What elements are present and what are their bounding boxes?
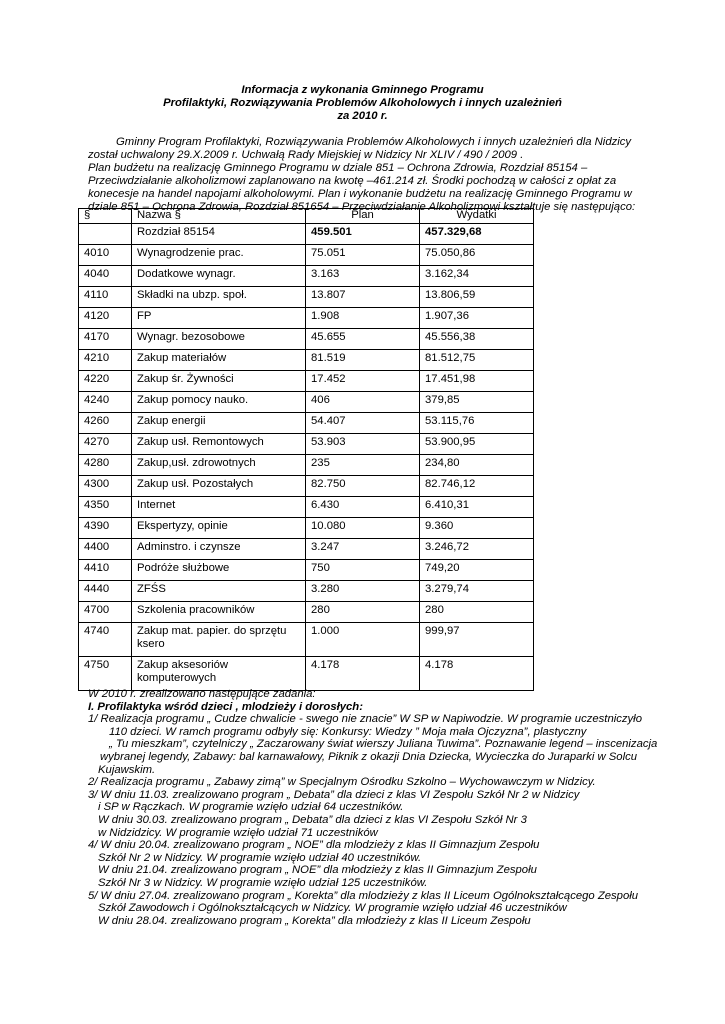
task-line: W dniu 21.04. zrealizowano program „ NOE” dla młodzieży z klas II Gimnazjum Zespołu xyxy=(98,864,537,877)
intro-line: Przeciwdziałanie alkoholizmowi zaplanowano na kwotę –461.214 zł. Środki pochodzą w całości z opłat za xyxy=(88,174,617,187)
row-spent: 4.178 xyxy=(420,657,534,691)
row-paragraph: 4350 xyxy=(79,497,132,518)
table-row xyxy=(79,455,534,476)
task-item xyxy=(88,789,688,839)
row-paragraph: 4210 xyxy=(79,350,132,371)
row-paragraph: 4220 xyxy=(79,371,132,392)
row-spent: 6.410,31 xyxy=(420,497,534,518)
table-row xyxy=(79,602,534,623)
budget-table xyxy=(78,208,534,691)
row-paragraph: 4270 xyxy=(79,434,132,455)
row-paragraph: 4390 xyxy=(79,518,132,539)
row-paragraph: 4170 xyxy=(79,329,132,350)
row-name: Zakup mat. papier. do sprzętu ksero xyxy=(132,623,306,657)
row-paragraph: 4750 xyxy=(79,657,132,691)
row-name: Zakup aksesoriów komputerowych xyxy=(132,657,306,691)
row-name: Zakup energii xyxy=(132,413,306,434)
row-plan: 3.247 xyxy=(306,539,420,560)
row-paragraph: 4120 xyxy=(79,308,132,329)
header-spent: Wydatki xyxy=(420,209,534,224)
row-name: Składki na ubzp. społ. xyxy=(132,287,306,308)
row-paragraph: 4040 xyxy=(79,266,132,287)
row-spent: 81.512,75 xyxy=(420,350,534,371)
task-item xyxy=(88,713,688,776)
row-name: Internet xyxy=(132,497,306,518)
table-row xyxy=(79,623,534,657)
table-row xyxy=(79,518,534,539)
row-plan: 1.000 xyxy=(306,623,420,657)
row-spent: 3.246,72 xyxy=(420,539,534,560)
row-name: Zakup pomocy nauko. xyxy=(132,392,306,413)
section-heading: I. Profilaktyka wśród dzieci , mlodzieży i dorosłych: xyxy=(88,700,363,713)
row-plan: 4.178 xyxy=(306,657,420,691)
tasks-section xyxy=(88,688,688,927)
table-row xyxy=(79,413,534,434)
table-row xyxy=(79,266,534,287)
row-name: FP xyxy=(132,308,306,329)
table-header-row xyxy=(79,209,534,224)
summary-plan: 459.501 xyxy=(306,224,420,245)
row-name: Zakup usł. Remontowych xyxy=(132,434,306,455)
row-spent: 234,80 xyxy=(420,455,534,476)
row-plan: 53.903 xyxy=(306,434,420,455)
row-spent: 17.451,98 xyxy=(420,371,534,392)
row-plan: 406 xyxy=(306,392,420,413)
task-line: i SP w Rączkach. W programie wzięło udział 64 uczestników. xyxy=(98,801,404,814)
row-plan: 82.750 xyxy=(306,476,420,497)
row-plan: 235 xyxy=(306,455,420,476)
row-plan: 45.655 xyxy=(306,329,420,350)
row-name: Wynagrodzenie prac. xyxy=(132,245,306,266)
task-line: 5/ W dniu 27.04. zrealizowano program „ Korekta” dla mlodzieży z klas II Liceum Ogólnokształcącego Zespołu xyxy=(88,889,639,902)
row-spent: 280 xyxy=(420,602,534,623)
summary-paragraph xyxy=(79,224,132,245)
row-paragraph: 4700 xyxy=(79,602,132,623)
row-name: Ekspertyzy, opinie xyxy=(132,518,306,539)
intro-line: konecesje na handel napojami alkoholowymi. Plan i wykonanie budżetu na realizację Gminnego Programu w xyxy=(88,187,632,200)
row-plan: 3.163 xyxy=(306,266,420,287)
intro-line: Gminny Program Profilaktyki, Rozwiązywania Problemów Alkoholowych i innych uzależnień dla Nidzicy xyxy=(116,136,632,148)
task-line: Kujawskim. xyxy=(98,763,156,776)
task-line: 4/ W dniu 20.04. zrealizowano program „ NOE” dla mlodzieży z klas II Gimnazjum Zespołu xyxy=(88,839,540,852)
task-item xyxy=(88,776,688,789)
header-plan: Plan xyxy=(306,209,420,224)
header-name: Nazwa § xyxy=(132,209,306,224)
intro-line: dziale 851 – Ochrona Zdrowia, Rozdział 851654 – Przeciwdziałanie Alkoholizmowi kształtuje się następująco: xyxy=(88,200,636,213)
budget-table-body xyxy=(79,209,534,691)
row-spent: 53.900,95 xyxy=(420,434,534,455)
row-plan: 13.807 xyxy=(306,287,420,308)
row-plan: 75.051 xyxy=(306,245,420,266)
table-row xyxy=(79,560,534,581)
tasks-lead: W 2010 r. zrealizowano następujące zadania: xyxy=(88,688,316,700)
row-spent: 3.162,34 xyxy=(420,266,534,287)
table-row xyxy=(79,657,534,691)
row-paragraph: 4260 xyxy=(79,413,132,434)
row-name: Szkolenia pracowników xyxy=(132,602,306,623)
table-row xyxy=(79,329,534,350)
row-spent: 1.907,36 xyxy=(420,308,534,329)
intro-paragraph xyxy=(88,136,648,213)
row-paragraph: 4110 xyxy=(79,287,132,308)
row-name: Wynagr. bezosobowe xyxy=(132,329,306,350)
table-row xyxy=(79,287,534,308)
row-paragraph: 4300 xyxy=(79,476,132,497)
table-row xyxy=(79,539,534,560)
row-spent: 9.360 xyxy=(420,518,534,539)
row-plan: 54.407 xyxy=(306,413,420,434)
row-plan: 6.430 xyxy=(306,497,420,518)
row-name: Zakup śr. Żywności xyxy=(132,371,306,392)
row-name: Zakup materiałów xyxy=(132,350,306,371)
task-line: wybranej legendy, Zabawy: bal karnawałowy, Piknik z okazji Dnia Dziecka, Wycieczka do Juraparki w Solcu xyxy=(100,750,638,763)
row-spent: 45.556,38 xyxy=(420,329,534,350)
task-line: 1/ Realizacja programu „ Cudze chwalicie - swego nie znacie” W SP w Napiwodzie. W programie uczestniczyło xyxy=(88,713,642,726)
row-paragraph: 4440 xyxy=(79,581,132,602)
table-row xyxy=(79,308,534,329)
row-paragraph: 4010 xyxy=(79,245,132,266)
intro-line: został uchwalony 29.X.2009 r. Uchwałą Rady Miejskiej w Nidzicy Nr XLIV / 490 / 2009 . xyxy=(88,148,524,161)
row-spent: 3.279,74 xyxy=(420,581,534,602)
row-name: Podróże służbowe xyxy=(132,560,306,581)
document-title xyxy=(0,84,725,123)
task-line: W dniu 28.04. zrealizowano program „ Korekta” dla młodzieży z klas II Liceum Zespołu xyxy=(98,914,531,927)
row-name: Zakup usł. Pozostałych xyxy=(132,476,306,497)
task-line: w Nidzidzicy. W programie wzięło udział 71 uczestników xyxy=(98,826,378,839)
row-plan: 3.280 xyxy=(306,581,420,602)
task-line: Szkół Zawodowch i Ogólnokształcących w Nidzicy. W programie wzięło udział 46 uczestników xyxy=(98,902,567,915)
row-spent: 82.746,12 xyxy=(420,476,534,497)
row-plan: 1.908 xyxy=(306,308,420,329)
table-row xyxy=(79,581,534,602)
task-line: 110 dzieci. W ramch programu odbyły się: Konkursy: Wiedzy ” Moja mała Ojczyzna”, plastyczny xyxy=(109,725,587,738)
intro-line: Plan budżetu na realizację Gminnego Programu w dziale 851 – Ochrona Zdrowia, Rozdział 85154 – xyxy=(88,161,588,174)
task-item xyxy=(88,839,688,889)
row-name: Zakup,usł. zdrowotnych xyxy=(132,455,306,476)
summary-name: Rozdział 85154 xyxy=(132,224,306,245)
header-paragraph: § xyxy=(79,209,132,224)
title-line-2: Profilaktyki, Rozwiązywania Problemów Alkoholowych i innych uzależnień xyxy=(163,97,562,109)
table-summary-row xyxy=(79,224,534,245)
row-plan: 750 xyxy=(306,560,420,581)
row-name: ZFŚS xyxy=(132,581,306,602)
row-name: Dodatkowe wynagr. xyxy=(132,266,306,287)
table-row xyxy=(79,497,534,518)
task-line: „ Tu mieszkam”, czytelniczy „ Zaczarowany świat wierszy Juliana Tuwima”. Poznawanie legend – inscenizacja xyxy=(109,738,658,751)
table-row xyxy=(79,434,534,455)
row-name: Adminstro. i czynsze xyxy=(132,539,306,560)
summary-spent: 457.329,68 xyxy=(420,224,534,245)
task-line: W dniu 30.03. zrealizowano program „ Debata” dla dzieci z klas VI Zespołu Szkół Nr 3 xyxy=(98,813,527,826)
row-plan: 81.519 xyxy=(306,350,420,371)
title-line-1: Informacja z wykonania Gminnego Programu xyxy=(241,84,484,96)
task-line: 2/ Realizacja programu „ Zabawy zimą” w Specjalnym Ośrodku Szkolno – Wychowawczym w Nidzicy. xyxy=(88,776,596,789)
row-spent: 75.050,86 xyxy=(420,245,534,266)
task-line: 3/ W dniu 11.03. zrealizowano program „ Debata” dla dzieci z klas VI Zespołu Szkół Nr 2 w Nidzicy xyxy=(88,788,580,801)
table-row xyxy=(79,371,534,392)
row-spent: 999,97 xyxy=(420,623,534,657)
table-row xyxy=(79,245,534,266)
row-paragraph: 4740 xyxy=(79,623,132,657)
row-spent: 379,85 xyxy=(420,392,534,413)
row-plan: 17.452 xyxy=(306,371,420,392)
task-line: Szkół Nr 3 w Nidzicy. W programie wzięło udział 125 uczestników. xyxy=(98,876,428,889)
row-spent: 749,20 xyxy=(420,560,534,581)
row-plan: 280 xyxy=(306,602,420,623)
row-paragraph: 4240 xyxy=(79,392,132,413)
row-spent: 53.115,76 xyxy=(420,413,534,434)
row-spent: 13.806,59 xyxy=(420,287,534,308)
table-row xyxy=(79,350,534,371)
row-paragraph: 4400 xyxy=(79,539,132,560)
row-paragraph: 4410 xyxy=(79,560,132,581)
title-line-3: za 2010 r. xyxy=(337,110,388,122)
task-item xyxy=(88,890,688,928)
table-row xyxy=(79,476,534,497)
task-line: Szkół Nr 2 w Nidzicy. W programie wzięło udział 40 uczestników. xyxy=(98,851,422,864)
row-paragraph: 4280 xyxy=(79,455,132,476)
table-row xyxy=(79,392,534,413)
row-plan: 10.080 xyxy=(306,518,420,539)
